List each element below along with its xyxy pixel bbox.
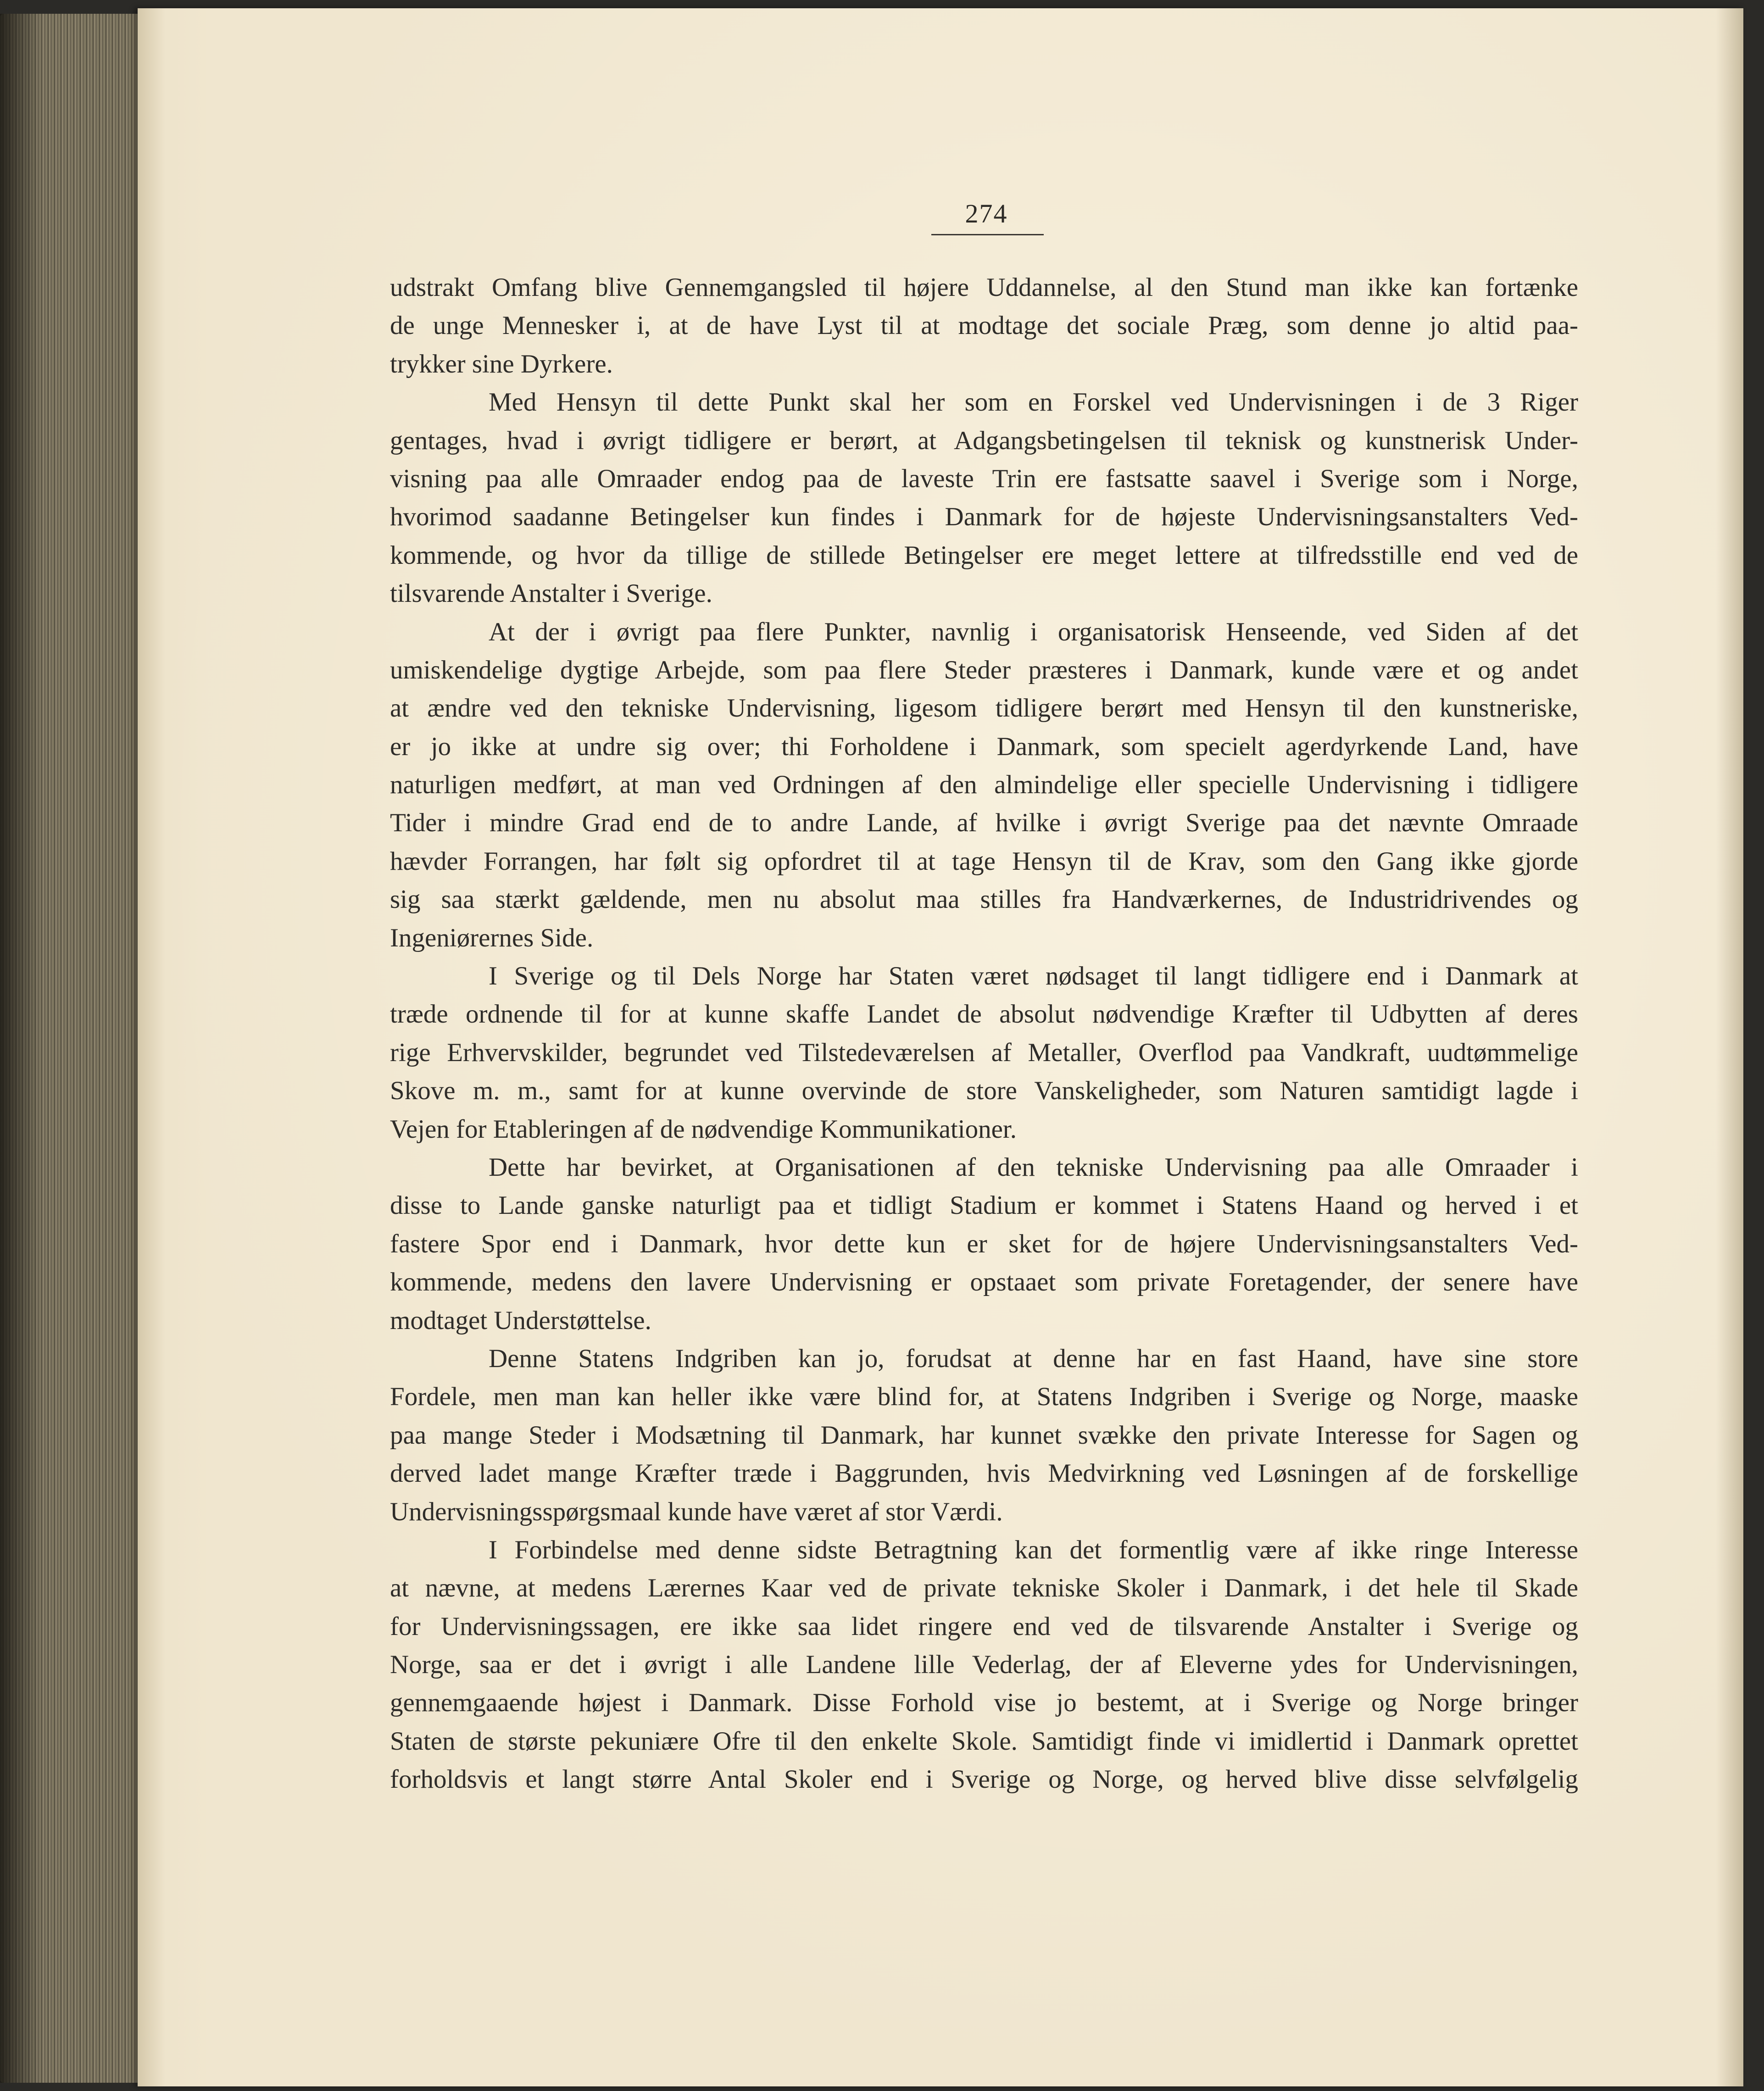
text-line: at ændre ved den tekniske Undervisning, ligesom tidligere berørt med Hensyn til den kunstneriske, [390,694,1578,723]
text-line: gentages, hvad i øvrigt tidligere er berørt, at Adgangsbetingelsen til teknisk og kunstnerisk Under- [390,426,1578,455]
book-edge-shadow [0,14,41,2083]
text-line: modtaget Understøttelse. [390,1306,651,1335]
text-line: for Undervisningssagen, ere ikke saa lidet ringere end ved de tilsvarende Anstalter i Sverige og [390,1612,1578,1641]
text-line: tilsvarende Anstalter i Sverige. [390,579,712,608]
page-number: 274 [965,199,1008,228]
text-line: er jo ikke at undre sig over; thi Forholdene i Danmark, som specielt agerdyrkende Land, have [390,732,1578,761]
text-line: kommende, og hvor da tillige de stillede Betingelser ere meget lettere at tilfredsstille end ved de [390,540,1578,570]
page-edge-shading [1716,8,1743,2086]
text-line: Fordele, men man kan heller ikke være blind for, at Statens Indgriben i Sverige og Norge, maaske [390,1382,1578,1412]
text-line: at nævne, at medens Lærernes Kaar ved de private tekniske Skoler i Danmark, i det hele til Skade [390,1574,1578,1603]
text-line: træde ordnende til for at kunne skaffe Landet de absolut nødvendige Kræfter til Udbytten af deres [390,1000,1578,1029]
text-line: Ingeniørernes Side. [390,923,594,952]
text-line: udstrakt Omfang blive Gennemgangsled til højere Uddannelse, al den Stund man ikke kan fortænke [390,273,1578,302]
text-line: Undervisningsspørgsmaal kunde have været af stor Værdi. [390,1497,1003,1526]
text-line: At der i øvrigt paa flere Punkter, navnlig i organisatorisk Henseende, ved Siden af det [489,617,1578,646]
text-line: I Sverige og til Dels Norge har Staten været nødsaget til langt tidligere end i Danmark at [489,962,1578,991]
text-line: rige Erhvervskilder, begrundet ved Tilstedeværelsen af Metaller, Overflod paa Vandkraft, uudtømmelige [390,1038,1578,1067]
text-line: Med Hensyn til dette Punkt skal her som en Forskel ved Undervisningen i de 3 Riger [489,388,1578,417]
text-line: naturligen medført, at man ved Ordningen af den almindelige eller specielle Undervisning i tidligere [390,770,1578,800]
text-line: Denne Statens Indgriben kan jo, forudsat at denne har en fast Haand, have sine store [489,1344,1578,1373]
text-line: kommende, medens den lavere Undervisning er opstaaet som private Foretagender, der senere have [390,1268,1578,1297]
text-line: disse to Lande ganske naturligt paa et tidligt Stadium er kommet i Statens Haand og herved i et [390,1191,1578,1220]
text-line: trykker sine Dyrkere. [390,349,613,378]
text-line: I Forbindelse med denne sidste Betragtning kan det formentlig være af ikke ringe Interesse [489,1535,1578,1564]
text-line: sig saa stærkt gældende, men nu absolut maa stilles fra Handværkernes, de Industridrivendes og [390,885,1578,914]
text-line: de unge Mennesker i, at de have Lyst til at modtage det sociale Præg, som denne jo altid paa- [390,311,1578,340]
text-line: paa mange Steder i Modsætning til Danmark, har kunnet svække den private Interesse for Sagen og [390,1420,1578,1450]
text-line: umiskendelige dygtige Arbejde, som paa flere Steder præsteres i Danmark, kunde være et og andet [390,655,1578,684]
text-line: Dette har bevirket, at Organisationen af den tekniske Undervisning paa alle Omraader i [489,1152,1578,1182]
text-line: Tider i mindre Grad end de to andre Lande, af hvilke i øvrigt Sverige paa det nævnte Omraade [390,808,1578,838]
text-line: fastere Spor end i Danmark, hvor dette kun er sket for de højere Undervisningsanstalters Ved- [390,1229,1578,1258]
text-line: Staten de største pekuniære Ofre til den enkelte Skole. Samtidigt finde vi imidlertid i Danmark oprettet [390,1726,1578,1756]
text-line: Vejen for Etableringen af de nødvendige Kommunikationer. [390,1114,1017,1144]
text-line: hvorimod saadanne Betingelser kun findes i Danmark for de højeste Undervisningsanstalters Ved- [390,502,1578,532]
body-text [390,268,1578,1799]
text-line: gennemgaaende højest i Danmark. Disse Forhold vise jo bestemt, at i Sverige og Norge bringer [390,1688,1578,1718]
text-line: Skove m. m., samt for at kunne overvinde de store Vanskeligheder, som Naturen samtidigt lagde i [390,1076,1578,1106]
text-line: Norge, saa er det i øvrigt i alle Landene lille Vederlag, der af Eleverne ydes for Undervisningen, [390,1650,1578,1679]
text-line: forholdsvis et langt større Antal Skoler end i Sverige og Norge, og herved blive disse selvfølgelig [390,1765,1578,1794]
text-line: hævder Forrangen, har følt sig opfordret til at tage Hensyn til de Krav, som den Gang ikke gjorde [390,846,1578,876]
page-number-rule [931,234,1044,235]
text-line: derved ladet mange Kræfter træde i Baggrunden, hvis Medvirkning ved Løsningen af de forskellige [390,1459,1578,1488]
text-line: visning paa alle Omraader endog paa de laveste Trin ere fastsatte saavel i Sverige som i Norge, [390,464,1578,493]
